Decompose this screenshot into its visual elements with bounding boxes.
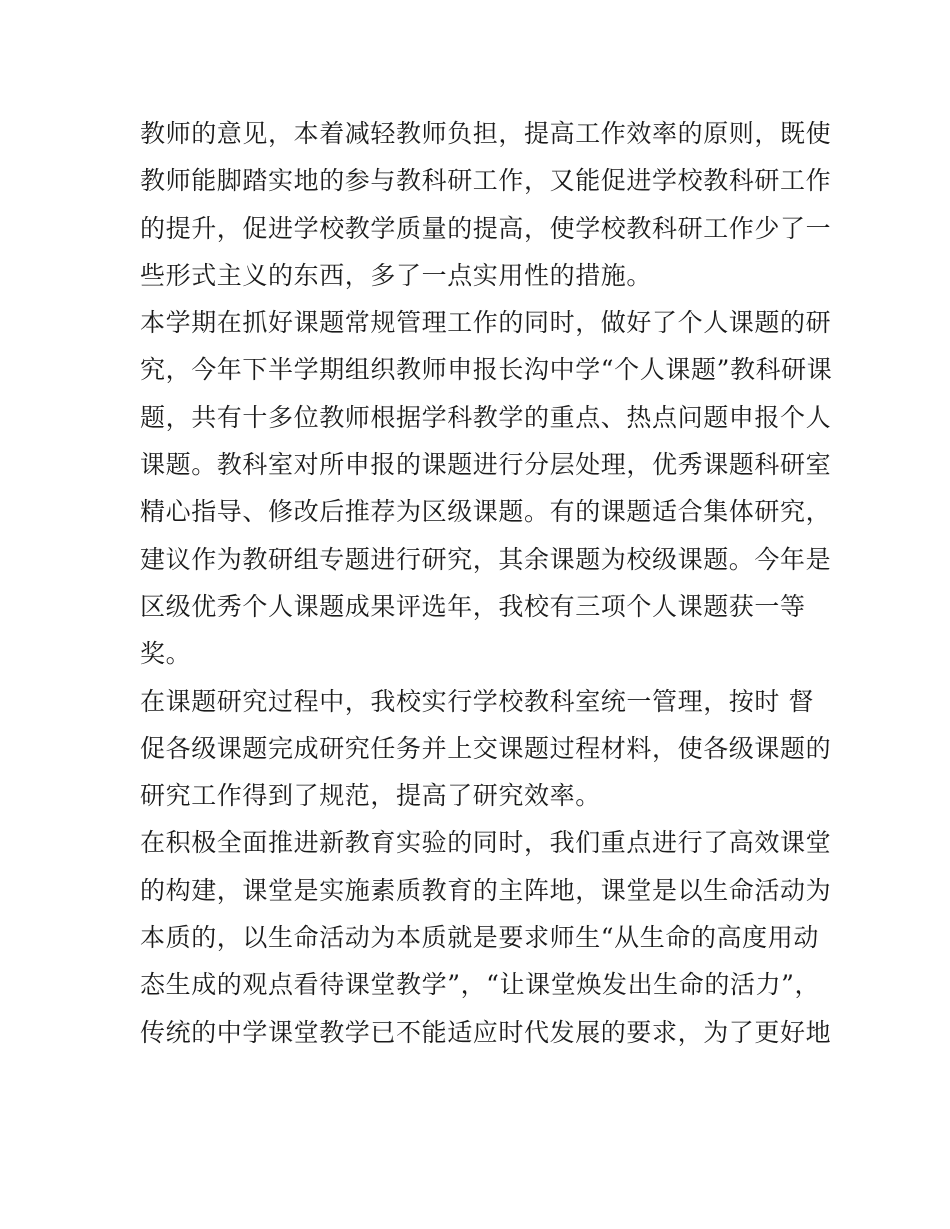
paragraph-4-line-5: 传统的中学课堂教学已不能适应时代发展的要求，为了更好地 [140,1017,832,1047]
paragraph-2-line-4: 课题。教科室对所申报的课题进行分层处理，优秀课题科研室 [140,450,832,480]
paragraph-4-line-2: 的构建，课堂是实施素质教育的主阵地，课堂是以生命活动为 [140,875,832,905]
paragraph-2-line-7: 区级优秀个人课题成果评选年，我校有三项个人课题获一等 [140,591,806,621]
paragraph-1-line-2: 教师能脚踏实地的参与教科研工作，又能促进学校教科研工作 [140,166,832,196]
paragraph-2-line-8: 奖。 [140,639,192,669]
paragraph-4-line-4: 态生成的观点看待课堂教学”，“让课堂焕发出生命的活力”， [140,970,821,1000]
paragraph-1-line-4: 些形式主义的东西，多了一点实用性的措施。 [140,260,653,290]
paragraph-3-line-1: 在课题研究过程中，我校实行学校教科室统一管理，按时 督 [140,686,815,716]
paragraph-2-line-2: 究，今年下半学期组织教师申报长沟中学“个人课题”教科研课 [140,355,833,385]
paragraph-1-line-1: 教师的意见，本着减轻教师负担，提高工作效率的原则，既使 [140,119,832,148]
document-body [140,110,833,1056]
paragraph-2-line-6: 建议作为教研组专题进行研究，其余课题为校级课题。今年是 [140,544,832,574]
paragraph-3-line-3: 研究工作得到了规范，提高了研究效率。 [140,781,601,811]
paragraph-2-line-5: 精心指导、修改后推荐为区级课题。有的课题适合集体研究， [140,497,832,527]
paragraph-4-line-1: 在积极全面推进新教育实验的同时，我们重点进行了高效课堂 [140,828,832,858]
paragraph-2-line-3: 题，共有十多位教师根据学科教学的重点、热点问题申报个人 [140,402,832,432]
paragraph-2-line-1: 本学期在抓好课题常规管理工作的同时，做好了个人课题的研 [140,308,832,338]
paragraph-3-line-2: 促各级课题完成研究任务并上交课题过程材料，使各级课题的 [140,733,832,763]
paragraph-4-line-3: 本质的，以生命活动为本质就是要求师生“从生命的高度用动 [140,923,819,953]
paragraph-1-line-3: 的提升，促进学校教学质量的提高，使学校教科研工作少了一 [140,213,832,243]
